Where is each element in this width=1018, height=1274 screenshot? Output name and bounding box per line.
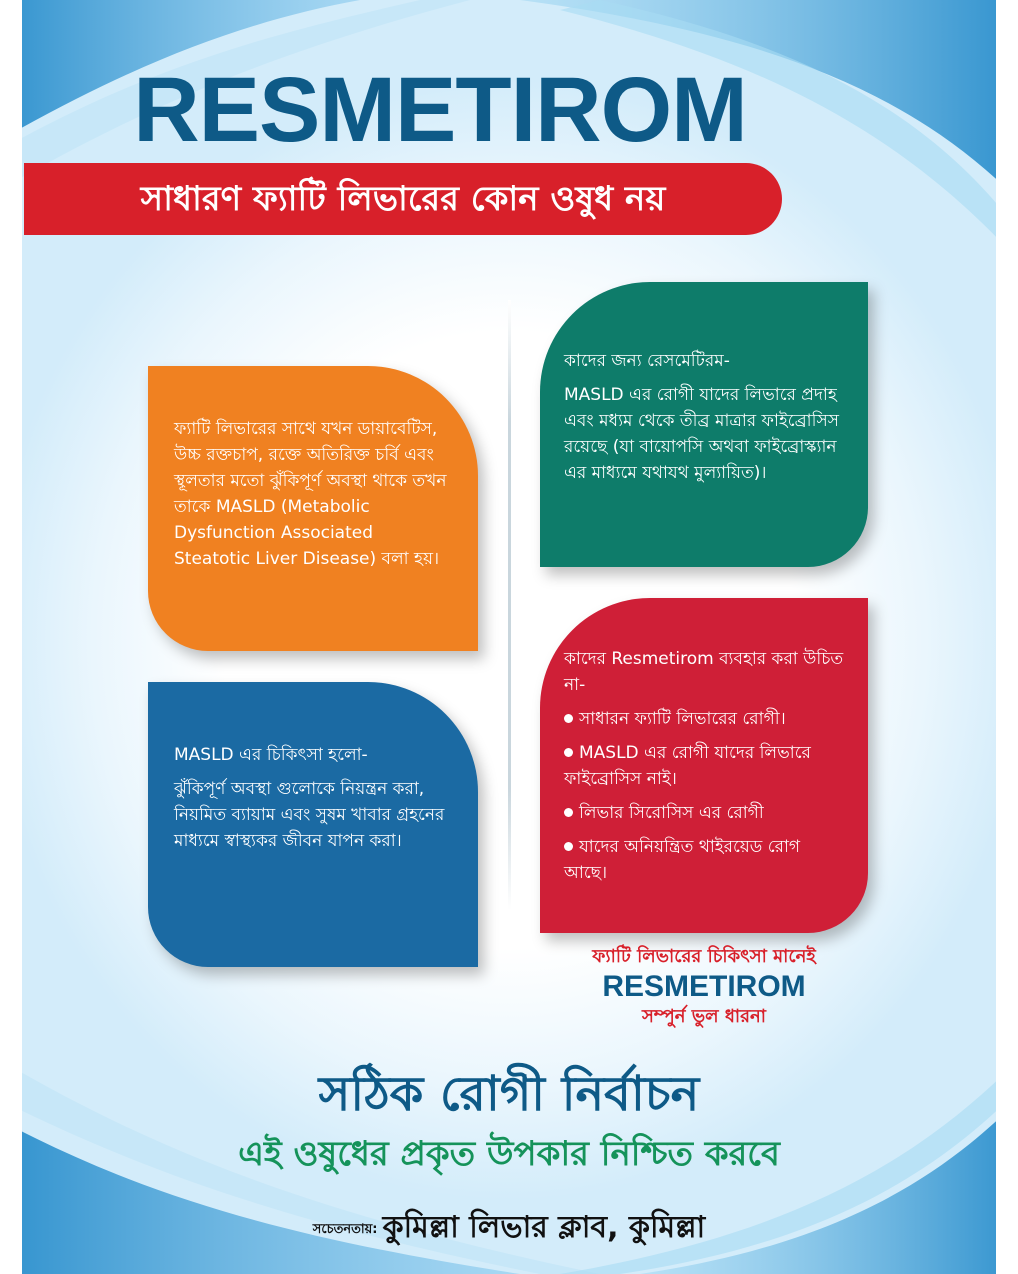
card-who-for-heading: কাদের জন্য রেসমেটিরম- xyxy=(564,351,730,371)
card-masld-treatment-text: ঝুঁকিপূর্ণ অবস্থা গুলোকে নিয়ন্ত্রন করা, নিয়মিত ব্যায়াম এবং সুষম খাবার গ্রহনের মাধ্যমে স্বাস্থ্যকর জীবন যাপন করা। xyxy=(174,779,445,851)
center-divider xyxy=(508,300,511,910)
list-item: যাদের অনিয়ন্ত্রিত থাইরয়েড রোগ আছে। xyxy=(564,837,801,883)
card-who-not-list xyxy=(564,706,846,886)
left-margin xyxy=(0,0,22,1274)
card-who-not-heading: কাদের Resmetirom ব্যবহার করা উচিত না- xyxy=(564,649,844,695)
list-item: লিভার সিরোসিস এর রোগী xyxy=(564,800,846,826)
right-margin xyxy=(996,0,1018,1274)
list-item: সাধারন ফ্যাটি লিভারের রোগী। xyxy=(564,706,846,732)
card-who-for-text: MASLD এর রোগী যাদের লিভারে প্রদাহ এবং মধ্যম থেকে তীব্র মাত্রার ফাইব্রোসিস রয়েছে (যা বায়োপসি অথবা ফাইব্রোস্ক্যান এর মাধ্যমে যথাযথ মুল্যায়িত)। xyxy=(564,385,839,483)
card-who-not xyxy=(540,598,868,933)
bullet-icon xyxy=(564,748,573,757)
note-line-3: সম্পুর্ন ভুল ধারনা xyxy=(641,1006,767,1027)
bullet-icon xyxy=(564,808,573,817)
misconception-note xyxy=(540,945,868,1029)
note-line-2: RESMETIROM xyxy=(602,970,806,1003)
main-title: RESMETIROM xyxy=(133,59,747,161)
list-item: MASLD এর রোগী যাদের লিভারে ফাইব্রোসিস নাই। xyxy=(564,743,811,789)
card-masld-treatment xyxy=(148,682,478,967)
footer xyxy=(200,1208,818,1252)
card-who-for xyxy=(540,282,868,567)
headline: সঠিক রোগী নির্বাচন xyxy=(318,1066,700,1122)
footer-label: সচেতনতায়: xyxy=(312,1222,378,1237)
bullet-icon xyxy=(564,842,573,851)
bullet-icon xyxy=(564,714,573,723)
footer-org: কুমিল্লা লিভার ক্লাব, কুমিল্লা xyxy=(382,1210,706,1245)
card-masld-definition xyxy=(148,366,478,651)
warning-banner: সাধারণ ফ্যাটি লিভারের কোন ওষুধ নয় xyxy=(24,163,782,235)
subheadline: এই ওষুধের প্রকৃত উপকার নিশ্চিত করবে xyxy=(238,1134,780,1174)
card-masld-treatment-heading: MASLD এর চিকিৎসা হলো- xyxy=(174,745,368,765)
card-masld-definition-text: ফ্যাটি লিভারের সাথে যখন ডায়াবেটিস, উচ্চ রক্তচাপ, রক্তে অতিরিক্ত চর্বি এবং স্থূলতার মতো ঝুঁকিপূর্ণ অবস্থা থাকে তখন তাকে MASLD (Metabolic Dysfunction Associated Steatotic Liver Disease) বলা হয়। xyxy=(174,419,447,569)
note-line-1: ফ্যাটি লিভারের চিকিৎসা মানেই xyxy=(592,946,816,967)
